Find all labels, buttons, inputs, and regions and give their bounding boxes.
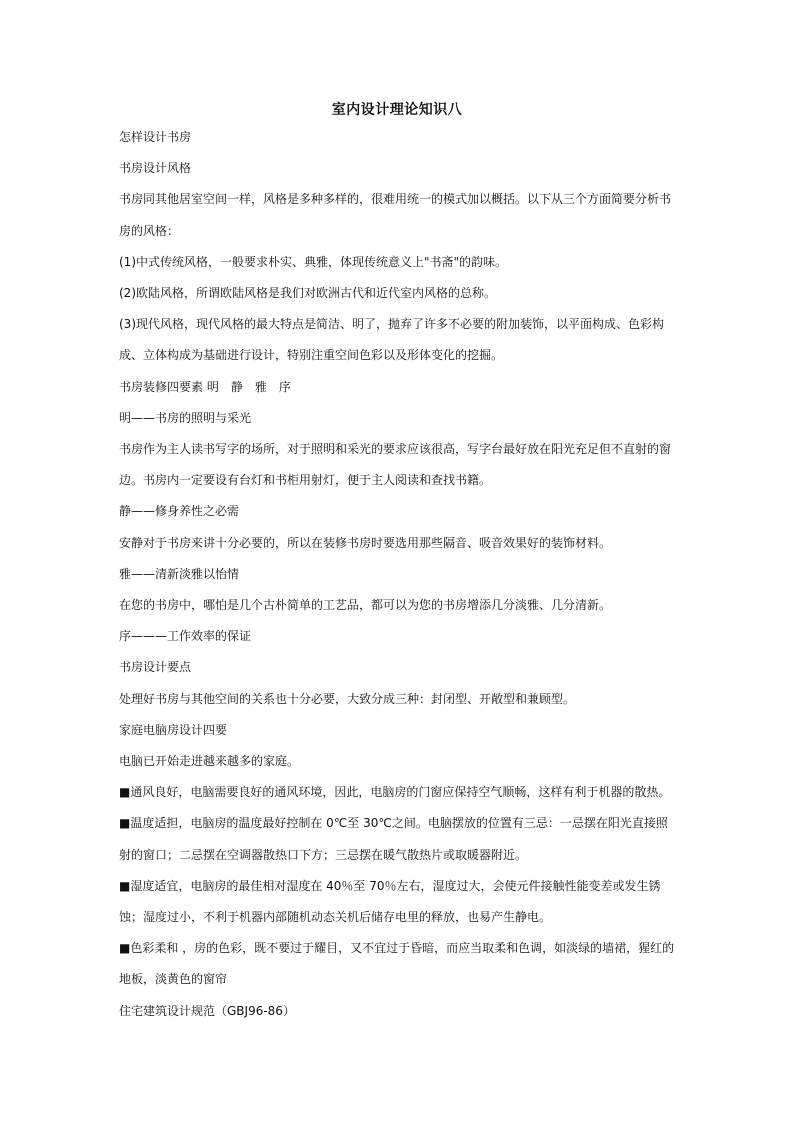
paragraph-chinese-style: (1)中式传统风格，一般要求朴实、典雅，体现传统意义上"书斋"的韵味。 <box>119 254 508 269</box>
bullet-ventilation: ■通风良好，电脑需要良好的通风环境，因此，电脑房的门窗应保持空气顺畅，这样有利于机器的散热。 <box>119 785 671 800</box>
paragraph-style-intro: 书房同其他居室空间一样，风格是多种多样的，很难用统一的模式加以概括。以下从三个方面简要分析书房的风格： <box>119 192 672 238</box>
document-body <box>119 122 679 1027</box>
subheading-order: 序———工作效率的保证 <box>119 629 252 644</box>
bullet-humidity: ■湿度适宜，电脑房的最佳相对湿度在 40％至 70％左右，湿度过大，会使元件接触性能变差或发生锈蚀；湿度过小，不利于机器内部随机动态关机后储存电里的释放，也易产生静电。 <box>119 878 661 925</box>
paragraph-modern-style: (3)现代风格，现代风格的最大特点是简洁、明了，抛弃了许多不必要的附加装饰，以平面构成、色彩构成、立体构成为基础进行设计，特别注重空间色彩以及形体变化的挖掘。 <box>119 317 665 363</box>
document-title: 室内设计理论知识八 <box>331 102 463 118</box>
paragraph-elegant: 在您的书房中，哪怕是几个古朴简单的工艺品，都可以为您的书房增添几分淡雅、几分清新。 <box>119 598 612 613</box>
section-heading-four-elements: 书房装修四要素 明 静 雅 序 <box>119 379 291 394</box>
subheading-elegant: 雅——清新淡雅以怡情 <box>119 566 240 581</box>
paragraph-computer-intro: 电脑已开始走进越来越多的家庭。 <box>119 754 300 769</box>
bullet-color: ■色彩柔和 ，房的色彩，既不要过于耀目，又不宜过于昏暗，而应当取柔和色调，如淡绿的墙裙，猩红的地板，淡黄色的窗帘 <box>119 941 675 987</box>
section-heading-study-style: 书房设计风格 <box>119 161 192 176</box>
paragraph-design-points: 处理好书房与其他空间的关系也十分必要，大致分成三种：封闭型、开敞型和兼顾型。 <box>119 691 576 706</box>
subheading-quiet: 静——修身养性之必需 <box>119 504 240 519</box>
section-heading-computer-room: 家庭电脑房设计四要 <box>119 722 228 737</box>
section-heading-design-points: 书房设计要点 <box>119 660 192 675</box>
bullet-temperature: ■温度适担，电脑房的温度最好控制在 0℃至 30℃之间。电脑摆放的位置有三忌：一忌摆在阳光直接照射的窗口；二忌摆在空调器散热口下方；三忌摆在暖气散热片或取暖器附近。 <box>119 816 668 862</box>
subheading-bright: 明——书房的照明与采光 <box>119 410 252 425</box>
section-heading-study-design: 怎样设计书房 <box>119 130 192 144</box>
paragraph-quiet: 安静对于书房来讲十分必要的，所以在装修书房时要选用那些隔音、吸音效果好的装饰材料。 <box>119 535 612 550</box>
paragraph-european-style: (2)欧陆风格，所谓欧陆风格是我们对欧洲古代和近代室内风格的总称。 <box>119 286 497 301</box>
section-heading-residential-code: 住宅建筑设计规范（GBJ96-86） <box>119 1003 295 1018</box>
paragraph-lighting: 书房作为主人读书写字的场所，对于照明和采光的要求应该很高，写字台最好放在阳光充足但不直射的窗边。书房内一定要设有台灯和书柜用射灯，便于主人阅读和查找书籍。 <box>119 442 672 488</box>
